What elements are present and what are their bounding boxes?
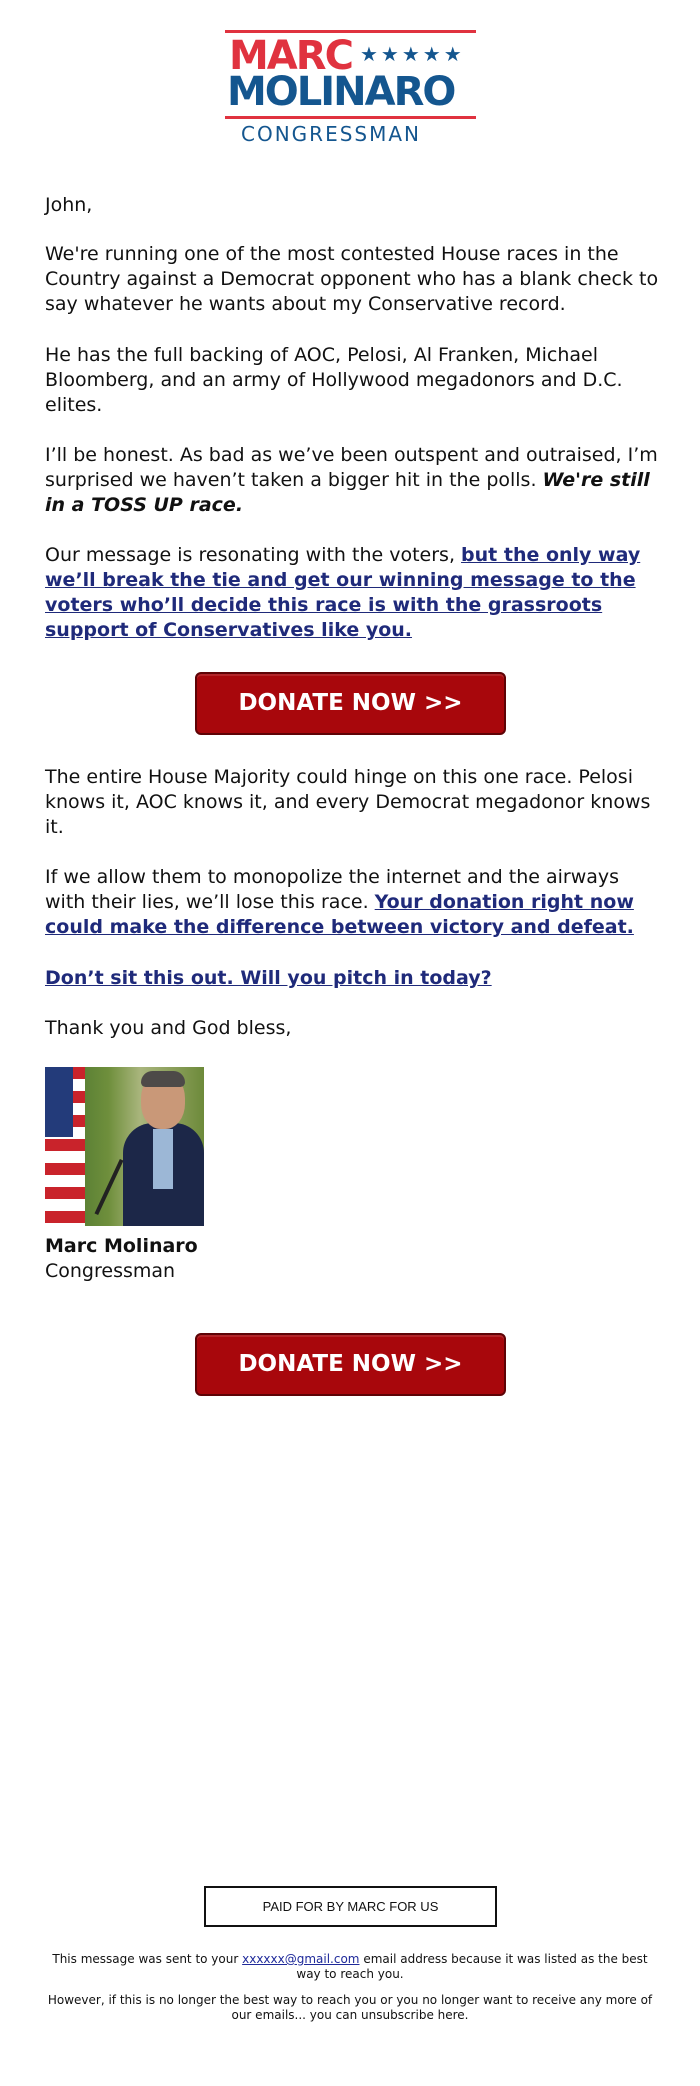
- logo-stars-icon: ★★★★★: [360, 42, 465, 66]
- campaign-logo: [225, 30, 476, 148]
- toss-up-emphasis: We're still in a TOSS UP race.: [45, 469, 650, 516]
- grassroots-donate-link[interactable]: but the only way we’ll break the tie and get our winning message to the voters who’ll decide this race is with the grassroots support of Conservatives like you.: [45, 544, 641, 641]
- flag-canton: [45, 1067, 73, 1137]
- paragraph-grassroots: [45, 543, 660, 643]
- sent-suffix: email address because it was listed as the best way to reach you.: [296, 1952, 648, 1981]
- sent-prefix: This message was sent to your: [52, 1952, 243, 1966]
- paid-for-disclaimer: PAID FOR BY MARC FOR US: [204, 1886, 497, 1927]
- signature-title: Congressman: [45, 1260, 176, 1282]
- paragraph-house-majority: The entire House Majority could hinge on this one race. Pelosi knows it, AOC knows it, and every Democrat megadonor knows it.: [45, 766, 651, 838]
- pitch-in-link[interactable]: Don’t sit this out. Will you pitch in today?: [45, 967, 492, 989]
- paragraph-monopolize: [45, 865, 660, 940]
- monopolize-text: If we allow them to monopolize the internet and the airways with their lies, we’ll lose this race.: [45, 866, 620, 913]
- logo-office: CONGRESSMAN: [241, 122, 421, 146]
- grassroots-text: Our message is resonating with the voters,: [45, 544, 462, 566]
- paragraph-polls: [45, 443, 660, 518]
- donation-difference-link[interactable]: Your donation right now could make the difference between victory and defeat.: [45, 891, 634, 938]
- signature-name: Marc Molinaro: [45, 1235, 198, 1257]
- donate-now-button[interactable]: DONATE NOW >>: [195, 672, 506, 735]
- microphone-icon: [95, 1159, 124, 1215]
- candidate-photo: [45, 1067, 204, 1226]
- recipient-email-link[interactable]: xxxxxx@gmail.com: [242, 1952, 360, 1966]
- logo-last-name: MOLINARO: [227, 69, 455, 115]
- paragraph-contested-race: We're running one of the most contested House races in the Country against a Democrat opponent who has a blank check to say whatever he wants about my Conservative record.: [45, 243, 659, 315]
- polls-text: I’ll be honest. As bad as we’ve been outspent and outraised, I’m surprised we haven’t taken a bigger hit in the polls.: [45, 444, 658, 491]
- donate-now-button-bottom[interactable]: DONATE NOW >>: [195, 1333, 506, 1396]
- paragraph-opponent-backing: He has the full backing of AOC, Pelosi, Al Franken, Michael Bloomberg, and an army of Hollywood megadonors and D.C. elites.: [45, 344, 623, 416]
- hair-shape: [141, 1071, 185, 1087]
- greeting: John,: [45, 194, 93, 216]
- closing-line: Thank you and God bless,: [45, 1017, 292, 1039]
- logo-bottom-rule: [225, 116, 476, 119]
- shirt-shape: [153, 1129, 173, 1189]
- footer-unsubscribe-notice[interactable]: However, if this is no longer the best way to reach you or you no longer want to receive any more of our emails... you can unsubscribe here.: [47, 1993, 653, 2022]
- logo-first-name: MARC: [229, 33, 352, 79]
- footer-sent-notice: [40, 1952, 660, 1982]
- cta-paragraph: [45, 966, 660, 991]
